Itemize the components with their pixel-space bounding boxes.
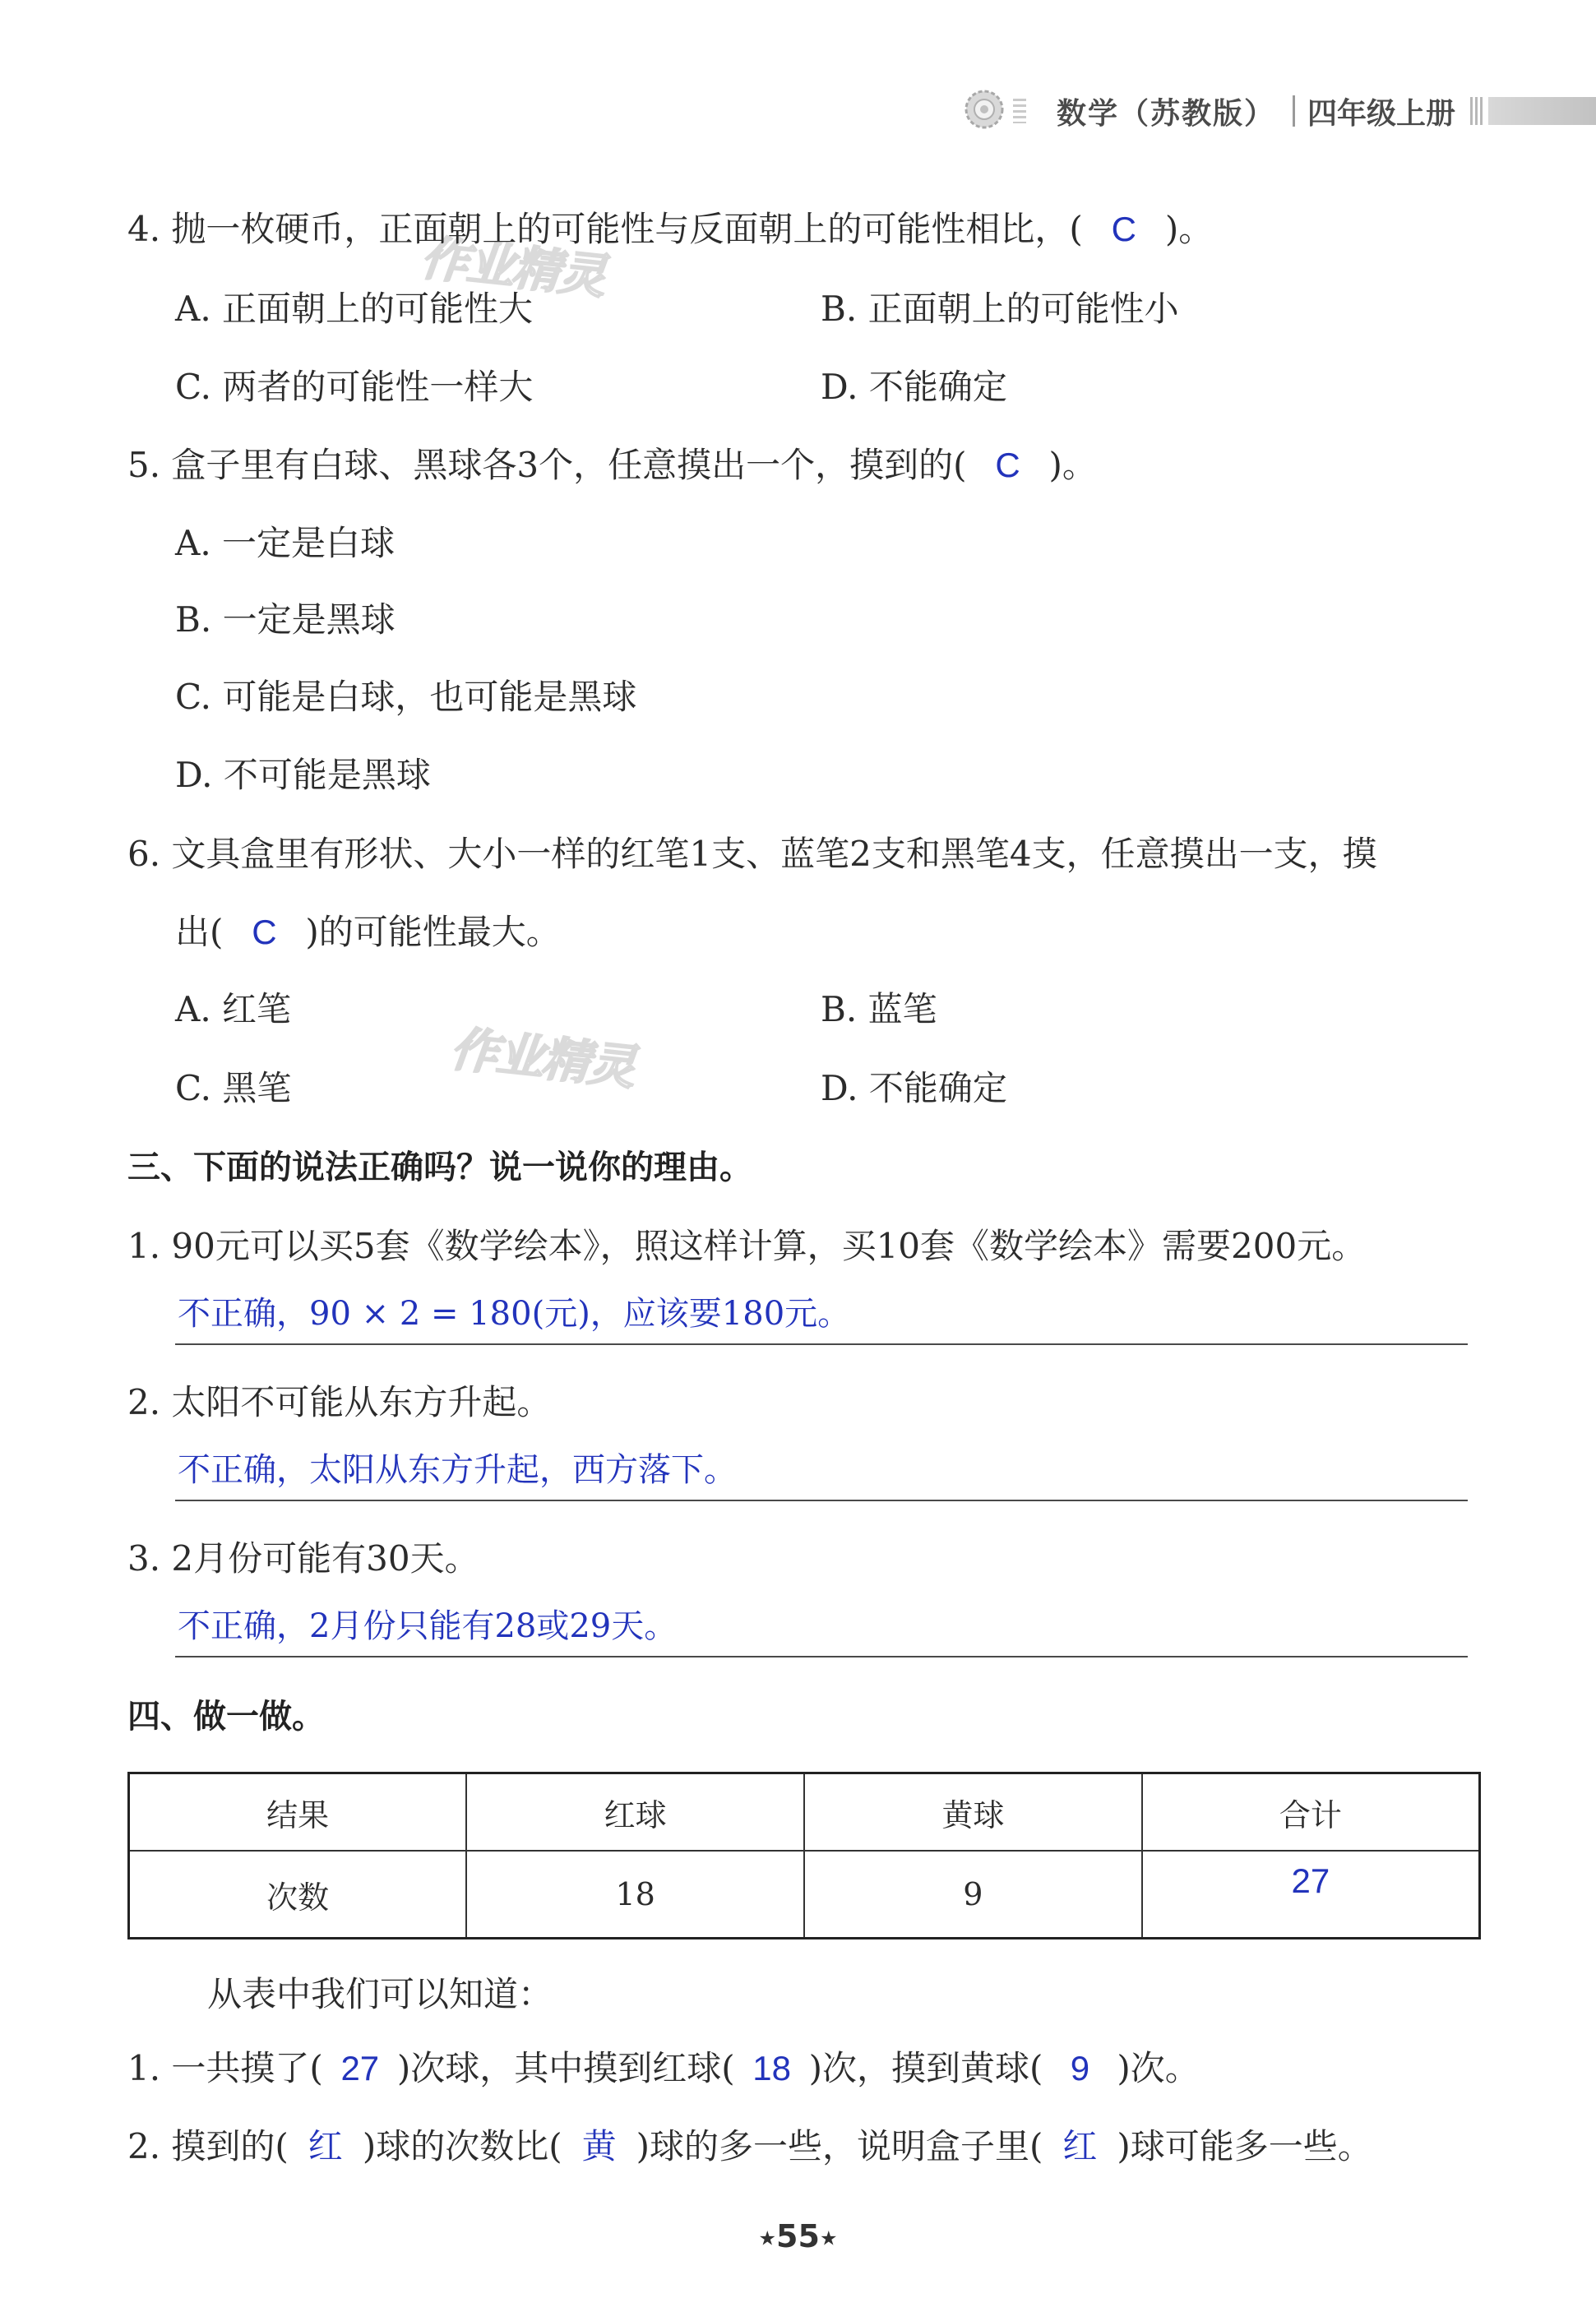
question-6-line-1: 6. 文具盒里有形状、大小一样的红笔1支、蓝笔2支和黑笔4支，任意摸出一支，摸 <box>127 834 1377 874</box>
fill-item-2-text: )球的次数比( <box>362 2126 562 2166</box>
question-6-line-2 <box>175 912 561 952</box>
fill-item-1 <box>127 2048 1200 2088</box>
page-footer <box>0 2218 1596 2254</box>
option-c: C. 可能是白球，也可能是黑球 <box>175 677 637 717</box>
statement-1-answer: 不正确，90 × 2 = 180(元)，应该要180元。 <box>178 1295 851 1333</box>
header-subject: 数学（苏教版） <box>1057 97 1276 131</box>
table-intro: 从表中我们可以知道： <box>207 1974 553 2014</box>
question-6-answer: C <box>252 913 277 951</box>
statement-3: 3. 2月份可能有30天。 <box>127 1538 479 1579</box>
answer-rule <box>175 1656 1468 1657</box>
table-total-answer: 27 <box>1142 1851 1480 1939</box>
section-3-title: 三、下面的说法正确吗？说一说你的理由。 <box>127 1149 752 1186</box>
option-a: A. 红笔 <box>175 989 292 1029</box>
page-header <box>954 82 1596 140</box>
answer-rule <box>175 1343 1468 1345</box>
option-b: B. 正面朝上的可能性小 <box>821 289 1179 329</box>
question-4-answer: C <box>1111 210 1136 248</box>
question-4 <box>127 209 1214 249</box>
table-cell: 9 <box>804 1851 1142 1939</box>
statement-2: 2. 太阳不可能从东方升起。 <box>127 1382 552 1422</box>
fill-item-2-text: )球可能多一些。 <box>1117 2126 1372 2166</box>
fill-item-1-answer-yellow: 9 <box>1070 2049 1090 2087</box>
question-4-stem-end: )。 <box>1164 209 1214 249</box>
star-icon: ★ <box>758 2226 777 2250</box>
fill-item-1-text: )次。 <box>1117 2048 1200 2088</box>
header-bar <box>1488 97 1596 125</box>
table-header-cell: 合计 <box>1142 1773 1480 1852</box>
option-c: C. 黑笔 <box>175 1068 292 1108</box>
results-table <box>127 1772 1481 1939</box>
star-icon: ★ <box>819 2226 838 2250</box>
fill-item-2-text: 2. 摸到的( <box>127 2126 289 2166</box>
question-5 <box>127 445 1097 485</box>
section-4-title: 四、做一做。 <box>127 1698 325 1736</box>
fill-item-2-text: )球的多一些，说明盒子里( <box>636 2126 1043 2166</box>
option-c: C. 两者的可能性一样大 <box>175 367 534 407</box>
option-a: A. 正面朝上的可能性大 <box>175 289 534 329</box>
answer-rule <box>175 1500 1468 1501</box>
option-d: D. 不能确定 <box>821 367 1007 407</box>
fill-item-1-answer-total: 27 <box>340 2049 380 2087</box>
fill-item-1-text: 1. 一共摸了( <box>127 2048 323 2088</box>
statement-3-answer: 不正确，2月份只能有28或29天。 <box>178 1607 678 1645</box>
option-d: D. 不能确定 <box>821 1068 1007 1108</box>
table-header-row <box>129 1773 1480 1852</box>
fill-item-1-text: )次球，其中摸到红球( <box>396 2048 735 2088</box>
fill-item-2-answer-3: 红 <box>1062 2126 1098 2166</box>
option-b: B. 蓝笔 <box>821 989 937 1029</box>
watermark: 作业精灵 <box>447 1020 637 1096</box>
statement-1: 1. 90元可以买5套《数学绘本》，照这样计算，买10套《数学绘本》需要200元。 <box>127 1226 1367 1266</box>
fill-item-2-answer-2: 黄 <box>581 2126 617 2166</box>
table-header-cell: 结果 <box>129 1773 467 1852</box>
page-number: 55 <box>776 2218 820 2254</box>
fill-item-1-text: )次，摸到黄球( <box>808 2048 1043 2088</box>
gear-logo-icon <box>960 86 1008 133</box>
question-5-answer: C <box>995 446 1020 484</box>
table-header-cell: 红球 <box>466 1773 804 1852</box>
watermark: 作业精灵 <box>418 229 608 305</box>
statement-2-answer: 不正确，太阳从东方升起，西方落下。 <box>178 1451 737 1489</box>
header-grade: 四年级上册 <box>1307 97 1456 131</box>
table-header-cell: 黄球 <box>804 1773 1142 1852</box>
question-6-stem: 出( <box>175 912 224 952</box>
fill-item-1-answer-red: 18 <box>752 2049 791 2087</box>
fill-item-2 <box>127 2126 1372 2166</box>
table-cell: 18 <box>466 1851 804 1939</box>
header-divider <box>1293 95 1295 127</box>
question-6-stem-end: )的可能性最大。 <box>305 912 561 952</box>
option-b: B. 一定是黑球 <box>175 599 396 640</box>
header-decoration <box>1013 99 1026 123</box>
question-5-stem-end: )。 <box>1048 445 1097 485</box>
question-4-stem: 4. 抛一枚硬币，正面朝上的可能性与反面朝上的可能性相比，( <box>127 209 1083 249</box>
table-cell: 次数 <box>129 1851 467 1939</box>
question-5-stem: 5. 盒子里有白球、黑球各3个，任意摸出一个，摸到的( <box>127 445 967 485</box>
fill-item-2-answer-1: 红 <box>308 2126 343 2166</box>
table-row <box>129 1851 1480 1939</box>
option-d: D. 不可能是黑球 <box>175 755 431 795</box>
option-a: A. 一定是白球 <box>175 523 396 563</box>
